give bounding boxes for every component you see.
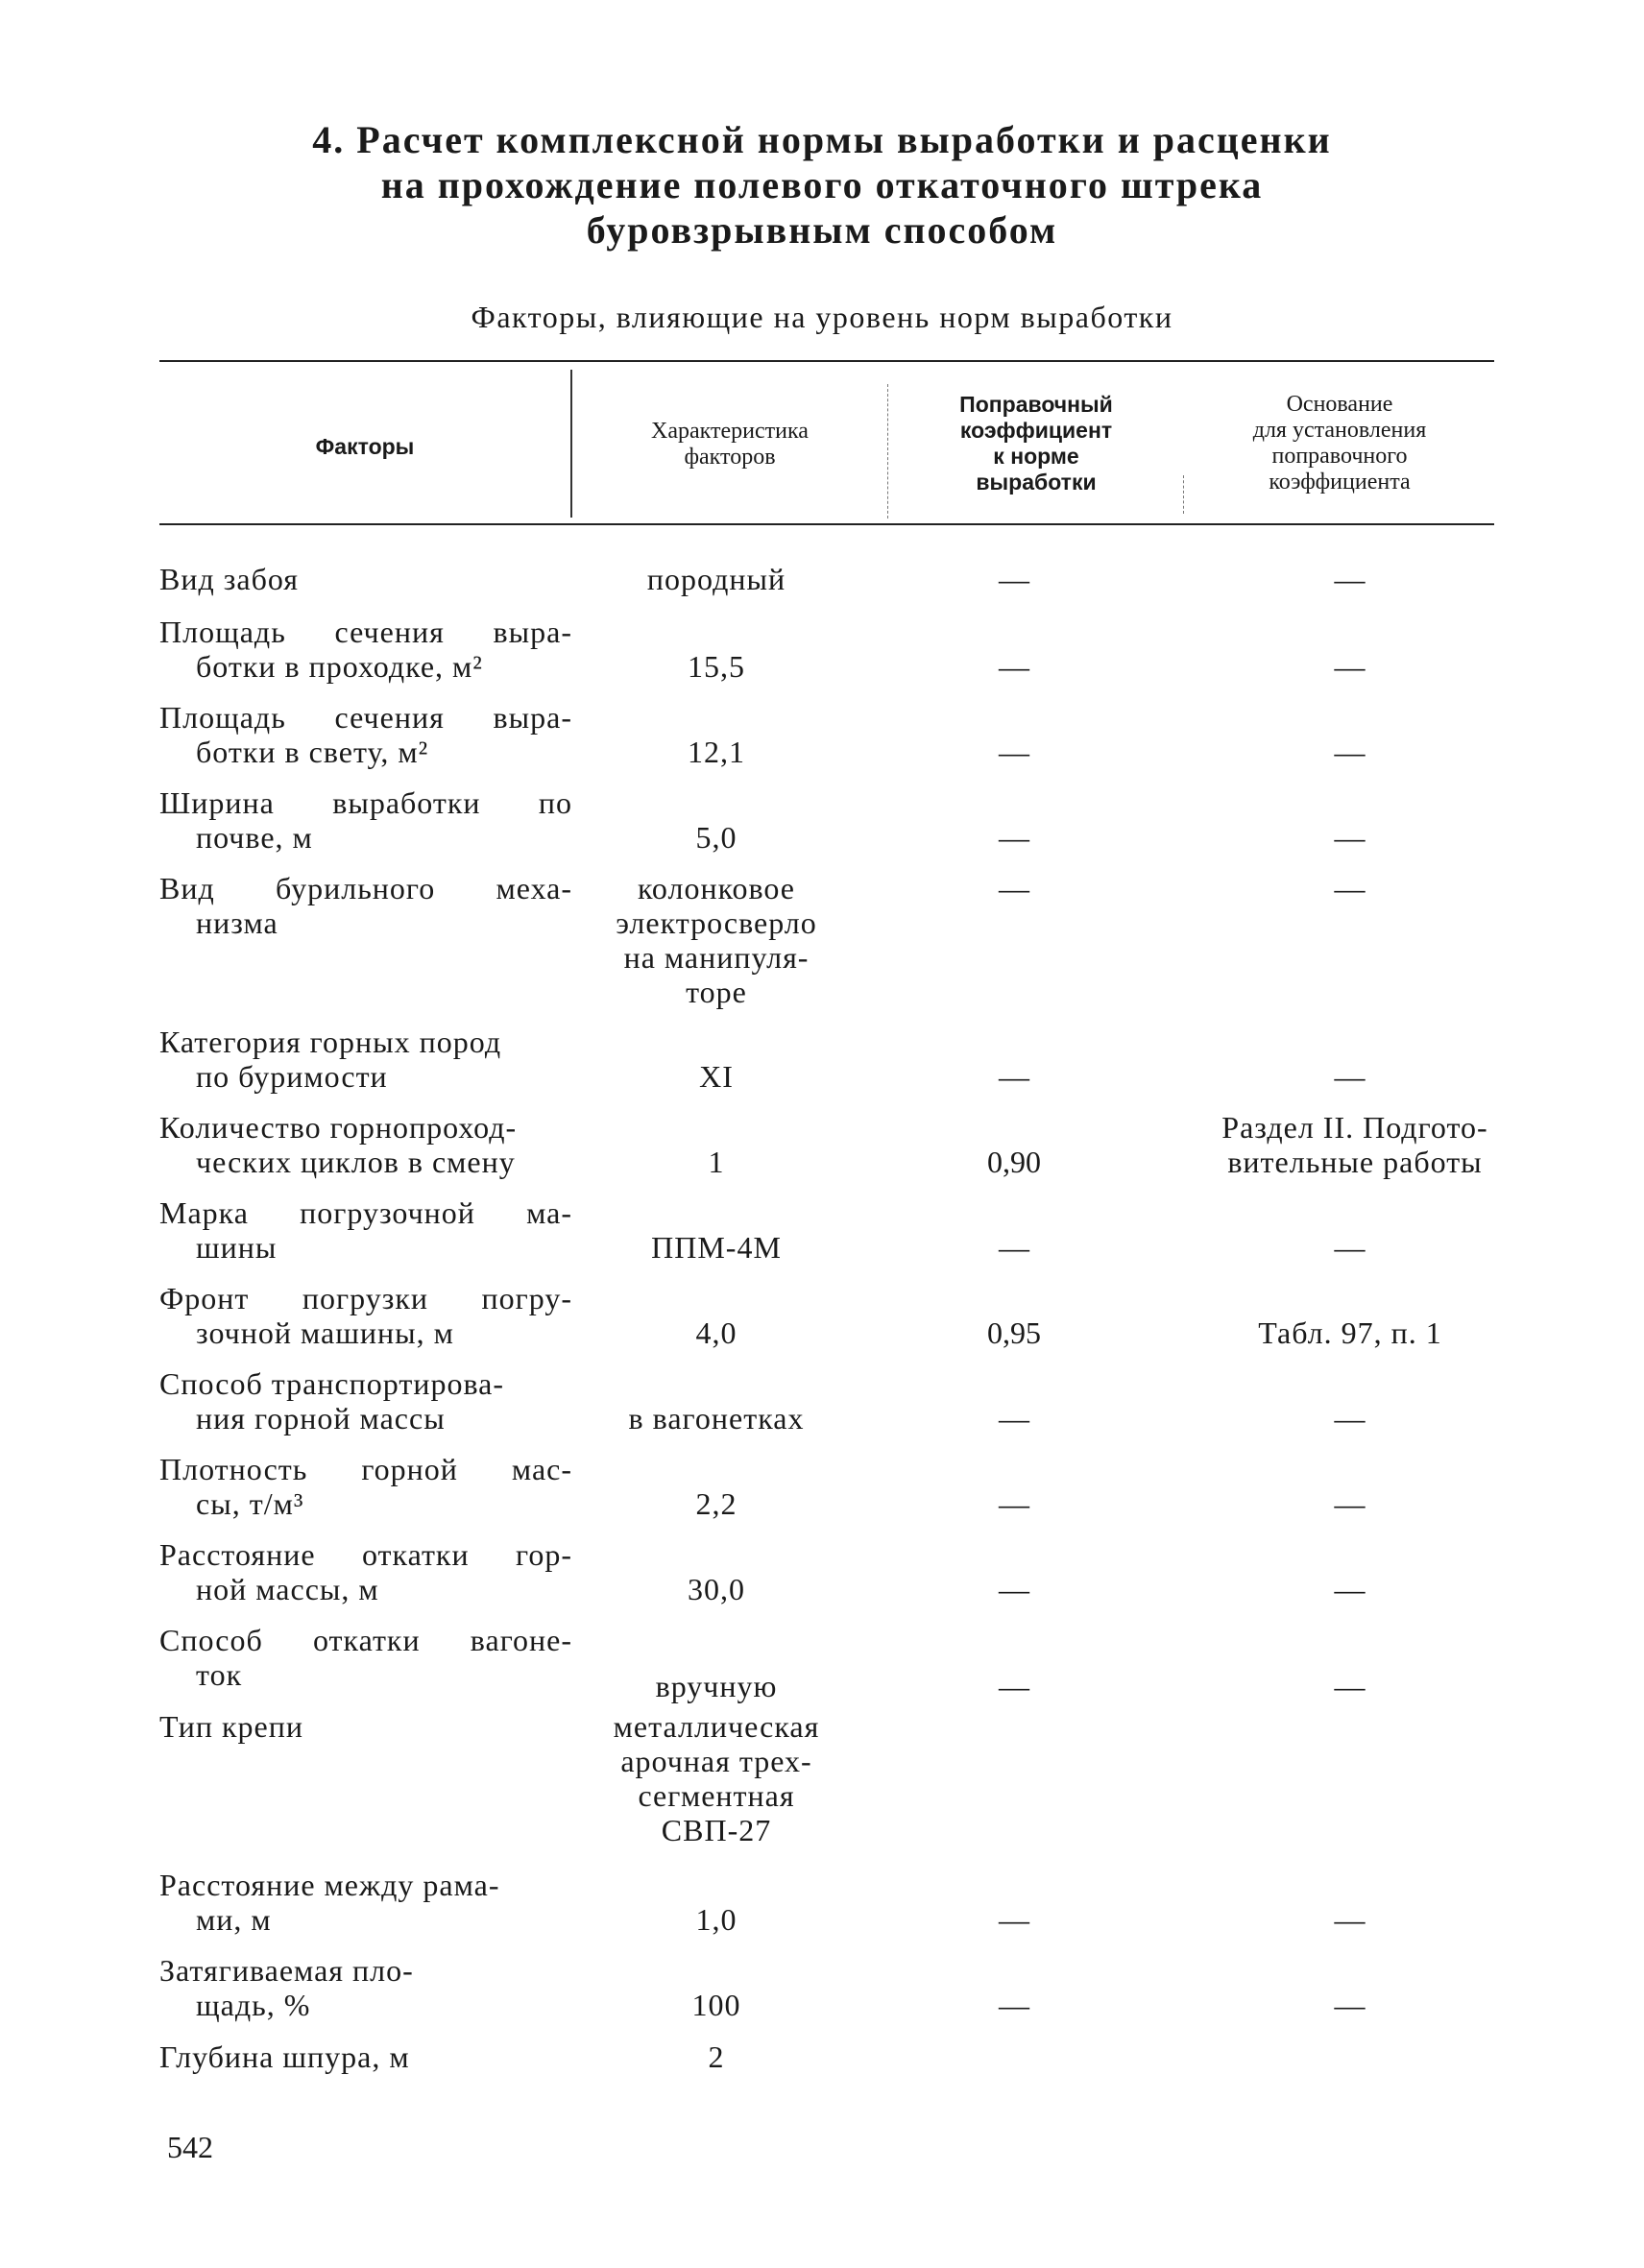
basis-cell: —	[1334, 735, 1366, 769]
header-basis-line: Основание	[1286, 392, 1393, 417]
header-factors: Факторы	[315, 434, 415, 459]
coefficient-cell: 0,95	[987, 1315, 1041, 1350]
coefficient-cell: —	[999, 1230, 1029, 1265]
factor-cell: Тип крепи	[159, 1709, 303, 1744]
coefficient-cell: —	[999, 649, 1029, 684]
coefficient-cell: 0,90	[987, 1145, 1041, 1179]
coefficient-cell: —	[999, 871, 1029, 905]
basis-cell: —	[1334, 1902, 1366, 1937]
basis-cell: —	[1334, 871, 1366, 905]
factor-cell: Затягиваемая пло- щадь, %	[159, 1953, 414, 2022]
value-cell: XI	[699, 1059, 734, 1094]
coefficient-cell: —	[999, 1401, 1029, 1436]
basis-cell: —	[1334, 1988, 1366, 2022]
value-cell: колонковое электросверло на манипуля- торе	[616, 871, 817, 1009]
value-cell: металлическая арочная трех- сегментная СВП-27	[613, 1709, 820, 1847]
table-top-rule	[159, 360, 1494, 362]
basis-cell: Раздел II. Подгото- вительные работы	[1221, 1110, 1488, 1179]
value-cell: 15,5	[688, 649, 745, 684]
value-cell: 1,0	[695, 1902, 737, 1937]
basis-cell: —	[1334, 1230, 1366, 1265]
coefficient-cell: —	[999, 1486, 1029, 1521]
header-basis-line: коэффициента	[1269, 470, 1411, 495]
header-divider-3	[1183, 475, 1184, 514]
coefficient-cell: —	[999, 1902, 1029, 1937]
factor-cell: Вид бурильного меха- низма	[159, 871, 572, 940]
factor-cell: Плотность горной мас- сы, т/м³	[159, 1452, 572, 1521]
coefficient-cell: —	[999, 820, 1029, 855]
table-header-rule	[159, 523, 1494, 525]
basis-cell: —	[1334, 1059, 1366, 1094]
coefficient-cell: —	[999, 562, 1029, 596]
factor-cell: Способ откатки вагоне- ток	[159, 1623, 572, 1692]
header-basis-line: поправочного	[1271, 444, 1408, 469]
factor-cell: Расстояние откатки гор- ной массы, м	[159, 1537, 572, 1606]
factor-cell: Марка погрузочной ма- шины	[159, 1195, 572, 1265]
header-characteristic-line: факторов	[684, 445, 776, 470]
coefficient-cell: —	[999, 1572, 1029, 1606]
header-divider-2	[887, 384, 888, 519]
section-heading	[154, 117, 1490, 253]
value-cell: 5,0	[695, 820, 737, 855]
header-coefficient-line: к норме	[993, 444, 1079, 469]
value-cell: вручную	[655, 1669, 778, 1703]
factor-cell: Вид забоя	[159, 562, 299, 596]
header-coefficient-line: Поправочный	[959, 392, 1113, 417]
header-basis	[1185, 392, 1494, 495]
heading-line-1: 4. Расчет комплексной нормы выработки и расценки	[312, 118, 1332, 161]
page-number: 542	[167, 2130, 213, 2164]
header-basis-line: для установления	[1252, 418, 1427, 443]
factor-cell: Ширина выработки по почве, м	[159, 785, 572, 855]
coefficient-cell: —	[999, 1669, 1029, 1703]
factor-cell: Глубина шпура, м	[159, 2039, 410, 2074]
factor-cell: Площадь сечения выра- ботки в свету, м²	[159, 700, 572, 769]
factor-cell: Фронт погрузки погру- зочной машины, м	[159, 1281, 572, 1350]
basis-cell: —	[1334, 820, 1366, 855]
header-coefficient-line: выработки	[976, 470, 1097, 495]
value-cell: 2	[708, 2039, 725, 2074]
factor-cell: Способ транспортирова- ния горной массы	[159, 1366, 505, 1436]
factor-cell: Категория горных пород по буримости	[159, 1025, 502, 1094]
coefficient-cell: —	[999, 1059, 1029, 1094]
value-cell: 2,2	[695, 1486, 737, 1521]
basis-cell: —	[1334, 1572, 1366, 1606]
basis-cell: —	[1334, 1401, 1366, 1436]
table-title: Факторы, влияющие на уровень норм выработки	[471, 300, 1173, 334]
header-coefficient-line: коэффициент	[959, 418, 1113, 443]
value-cell: ППМ-4М	[651, 1230, 782, 1265]
factor-cell: Расстояние между рама- ми, м	[159, 1868, 500, 1937]
value-cell: 100	[691, 1988, 741, 2022]
coefficient-cell: —	[999, 735, 1029, 769]
header-coefficient	[889, 392, 1183, 495]
value-cell: 4,0	[695, 1315, 737, 1350]
value-cell: в вагонетках	[628, 1401, 805, 1436]
heading-line-3: буровзрывным способом	[586, 208, 1058, 252]
coefficient-cell: —	[999, 1988, 1029, 2022]
header-characteristic	[572, 419, 887, 470]
basis-cell: —	[1334, 1486, 1366, 1521]
value-cell: 30,0	[688, 1572, 745, 1606]
value-cell: 1	[708, 1145, 725, 1179]
basis-cell: —	[1334, 562, 1366, 596]
factor-cell: Площадь сечения выра- ботки в проходке, м²	[159, 615, 572, 684]
basis-cell: —	[1334, 1669, 1366, 1703]
factor-cell: Количество горнопроход- ческих циклов в смену	[159, 1110, 518, 1179]
value-cell: породный	[646, 562, 786, 596]
value-cell: 12,1	[688, 735, 745, 769]
basis-cell: Табл. 97, п. 1	[1258, 1315, 1442, 1350]
header-characteristic-line: Характеристика	[651, 419, 809, 444]
heading-line-2: на прохождение полевого откаточного штрека	[380, 163, 1264, 206]
basis-cell: —	[1334, 649, 1366, 684]
